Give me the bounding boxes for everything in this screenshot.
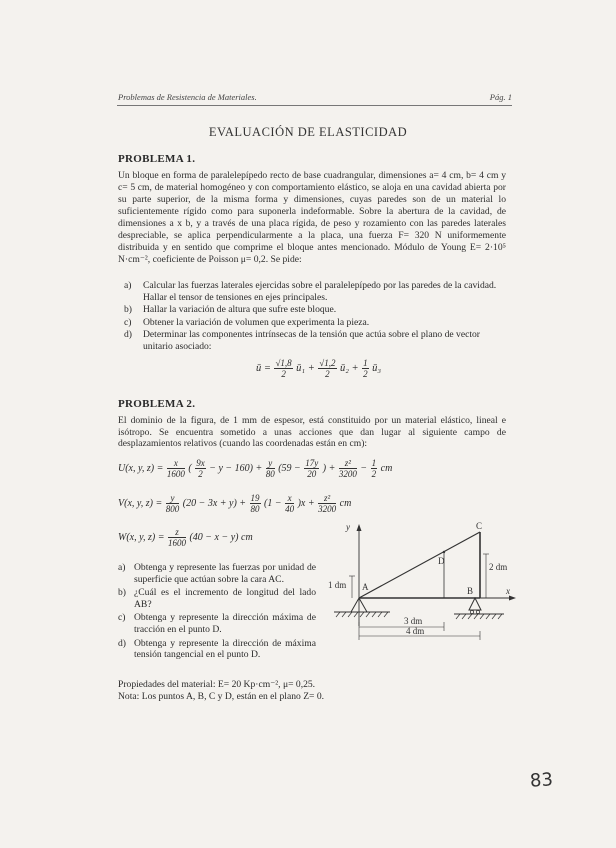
header-page-number: Pág. 1	[489, 92, 512, 102]
label-a: A	[362, 582, 369, 592]
label-y: y	[346, 522, 350, 532]
header-left: Problemas de Resistencia de Materiales.	[118, 92, 257, 102]
left-ground-hatch	[336, 612, 388, 617]
problem1-statement: Un bloque en forma de paralelepípedo recto de base cuadrangular, dimensiones a= 4 cm, b= 4 cm y c= 5 cm, de material homogéneo y con comportamiento elástico, se aloja en una cavidad abierta por su parte superior, de la misma forma y dimensiones, cuyas paredes son de un material lo suficientemente rígido como para suponerla indeformable. Sobre la abertura de la cavidad, de dimensiones a x b, y a través de una placa rígida, de peso y rozamiento con las paredes laterales despreciable, se aplica perpendicularmente a la placa, una fuerza F= 320 N uniformemente distribuida y en sentido que comprime el bloque antes mencionado. Módulo de Young E= 2·10⁵ N·cm⁻², coeficiente de Poisson μ= 0,2. Se pide:	[118, 170, 506, 265]
problem1-questions	[124, 280, 506, 354]
equation-v: V(x, y, z) = $\frac{y}{800}$ (20 − 3x + y) + $\frac{19}{80}$ (1 − $\frac{x}{40}$ )x + $\frac{\text{z²}}{3200}$ cm	[118, 493, 352, 514]
list-item: b) ¿Cuál es el incremento de longitud del lado AB?	[118, 587, 316, 610]
y-axis-arrow-icon	[357, 524, 362, 531]
dim-4-label: 4 dm	[406, 626, 425, 636]
dim-left-label: 1 dm	[328, 580, 347, 590]
problem2-statement: El dominio de la figura, de 1 mm de espesor, está constituido por un material elástico, lineal e isótropo. Se encuentra sometido a unas acciones que dan lugar al siguiente campo de desplazamientos relativos (cuando las coordenadas están en cm):	[118, 415, 506, 450]
points-note: Nota: Los puntos A, B, C y D, están en el plano Z= 0.	[118, 691, 325, 702]
x-axis-arrow-icon	[509, 596, 516, 601]
unit-vector-equation: ū = $\frac{√1,8}{2}$ ū₁ + $\frac{√1,2}{2}$ ū₂ + $\frac{1}{2}$ ū₃	[256, 358, 382, 379]
equation-u: U(x, y, z) = $\frac{x}{1600}$ ( $\frac{9x}{2}$ − y − 160) + $\frac{y}{80}$ (59 − $\frac{17y}{20}$ ) + $\frac{\text{z²}}{3200}$ − $\frac{1}{2}$ cm	[118, 458, 393, 479]
list-item: c) Obtenga y represente la dirección máxima de tracción en el punto D.	[118, 612, 316, 635]
label-c: C	[476, 521, 483, 531]
right-ground-hatch	[456, 614, 502, 619]
right-roller-left	[470, 610, 473, 613]
label-b: B	[467, 586, 474, 596]
problem2-heading: PROBLEMA 2.	[118, 398, 196, 410]
header-rule	[117, 105, 512, 106]
dim-3-label: 3 dm	[404, 616, 423, 626]
material-properties: Propiedades del material: E= 20 Kp·cm⁻², μ= 0,25.	[118, 679, 316, 690]
right-support	[469, 598, 481, 610]
label-d: D	[438, 556, 445, 566]
problem2-questions	[118, 562, 316, 663]
page-title: EVALUACIÓN DE ELASTICIDAD	[208, 125, 408, 139]
dim-right-label: 2 dm	[489, 562, 508, 572]
edge-ac	[359, 532, 480, 598]
right-roller-right	[476, 610, 479, 613]
handwritten-page-mark: 83	[529, 769, 554, 792]
list-item: b) Hallar la variación de altura que sufre este bloque.	[124, 304, 337, 316]
list-item: a) Calcular las fuerzas laterales ejercidas sobre el paralelepípedo por las paredes de la cavidad. Hallar el tensor de tensiones en ejes principales.	[124, 280, 497, 303]
list-item: c) Obtener la variación de volumen que experimenta la pieza.	[124, 316, 370, 328]
list-item: a) Obtenga y represente las fuerzas por unidad de superficie que actúan sobre la cara AC.	[118, 562, 316, 585]
equation-w: W(x, y, z) = $\frac{z}{1600}$ (40 − x − y) cm	[118, 527, 253, 548]
structure-figure	[326, 518, 526, 658]
list-item: d) Determinar las componentes intrínsecas de la tensión que actúa sobre el plano de vector unitario asociado:	[124, 329, 480, 352]
point-d-marker	[443, 551, 445, 553]
list-item: d) Obtenga y represente la dirección de máxima tensión tangencial en el punto D.	[118, 637, 316, 661]
problem1-heading: PROBLEMA 1.	[118, 153, 196, 165]
label-x: x	[506, 586, 510, 596]
